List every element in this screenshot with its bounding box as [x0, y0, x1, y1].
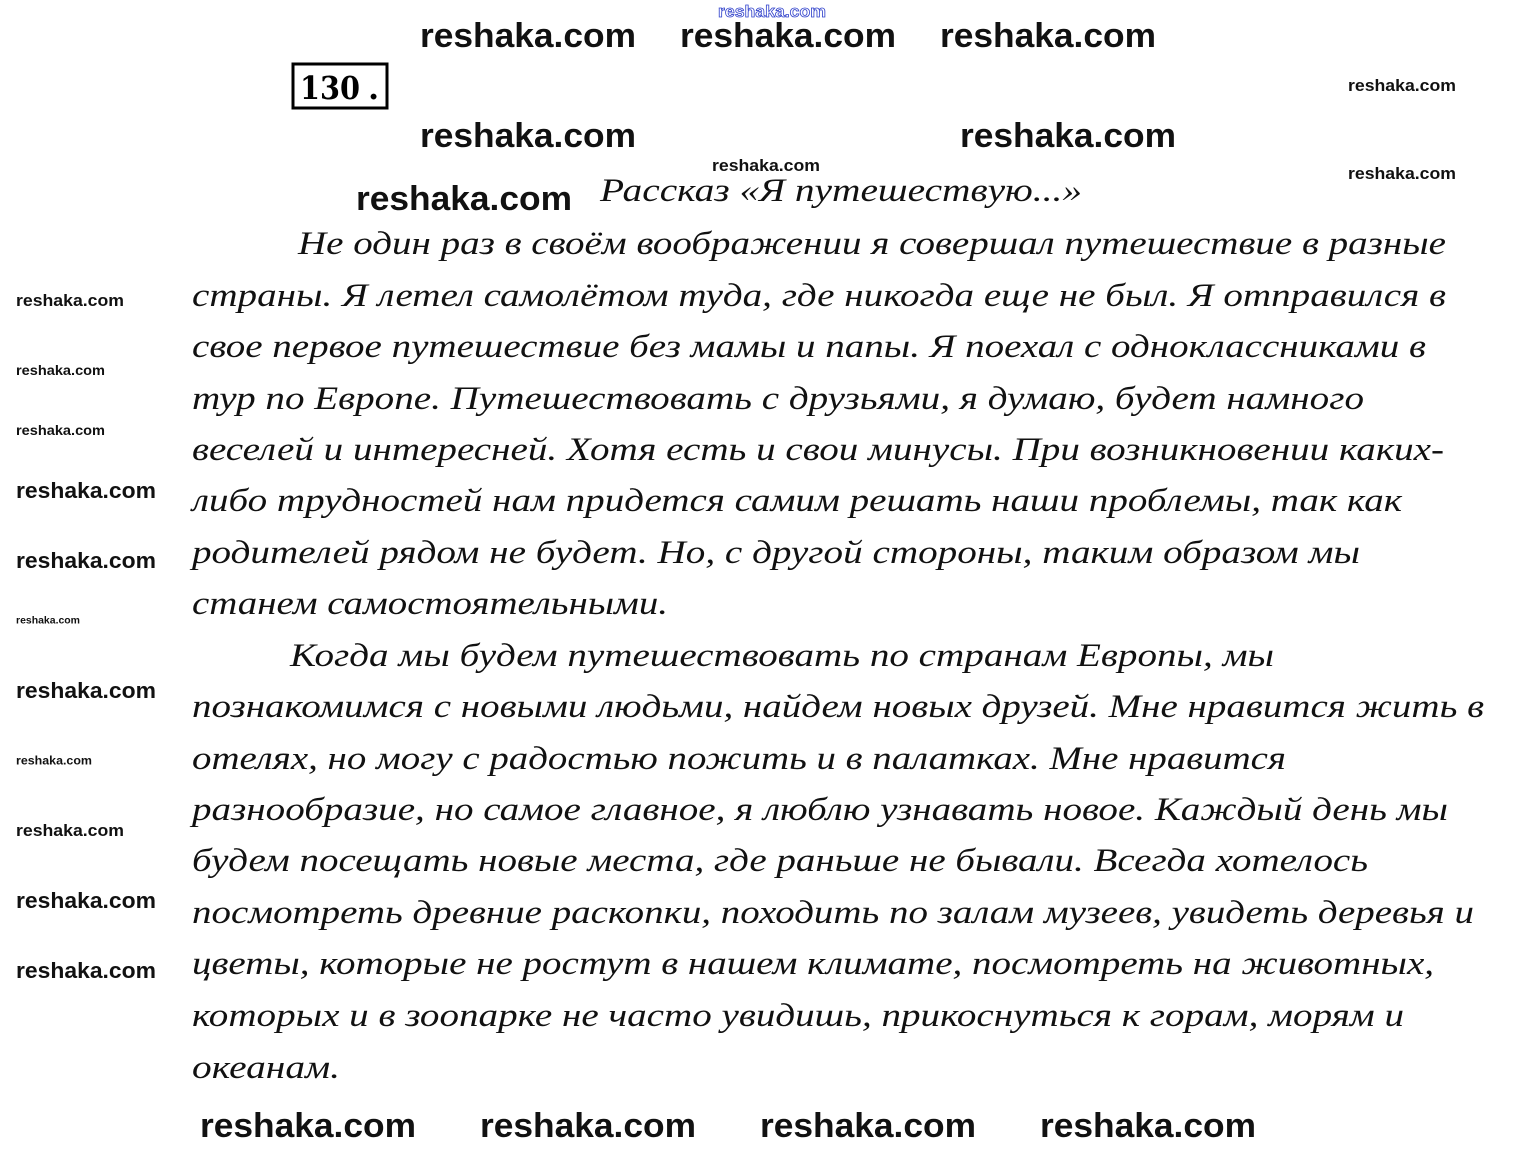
story-line: отелях, но могу с радостью пожить и в палатках. Мне нравится: [192, 741, 1286, 777]
story-title: Рассказ «Я путешествую...»: [598, 173, 1082, 209]
watermark-text: reshaka.com: [16, 677, 156, 703]
watermark-text: reshaka.com: [1040, 1107, 1256, 1146]
story-line: веселей и интересней. Хотя есть и свои минусы. При возникновении каких-: [192, 432, 1444, 468]
story-line: познакомимся с новыми людьми, найдем новых друзей. Мне нравится жить в: [192, 689, 1484, 725]
story-line: тур по Европе. Путешествовать с друзьями, я думаю, будет намного: [192, 381, 1364, 417]
watermark-text: reshaka.com: [16, 821, 124, 841]
story-line: океанам.: [192, 1050, 340, 1086]
exercise-number-value: 130: [300, 69, 360, 107]
story-line: посмотреть древние раскопки, походить по залам музеев, увидеть деревья и: [192, 895, 1474, 931]
watermark-text: reshaka.com: [16, 615, 81, 627]
watermark-text: reshaka.com: [718, 2, 826, 22]
watermark-text: reshaka.com: [1348, 76, 1456, 96]
story-line: Не один раз в своём воображении я совершал путешествие в разные: [296, 226, 1446, 262]
watermark-text: reshaka.com: [420, 17, 636, 56]
story-line: будем посещать новые места, где раньше не бывали. Всегда хотелось: [192, 843, 1368, 879]
watermark-text: reshaka.com: [16, 887, 156, 913]
story-line: которых и в зоопарке не часто увидишь, прикоснуться к горам, морям и: [192, 998, 1404, 1034]
watermark-text: reshaka.com: [16, 477, 156, 503]
story-line: Когда мы будем путешествовать по странам Европы, мы: [288, 638, 1274, 674]
watermark-text: reshaka.com: [16, 957, 156, 983]
watermark-text: reshaka.com: [16, 547, 156, 573]
watermark-text: reshaka.com: [1348, 164, 1456, 184]
exercise-number-dot: .: [368, 69, 380, 107]
story-line: страны. Я летел самолётом туда, где никогда еще не был. Я отправился в: [192, 278, 1446, 314]
watermark-text: reshaka.com: [200, 1107, 416, 1146]
watermark-text: reshaka.com: [480, 1107, 696, 1146]
watermark-text: reshaka.com: [16, 291, 124, 311]
story-line: цветы, которые не ростут в нашем климате, посмотреть на животных,: [192, 946, 1434, 982]
watermark-text: reshaka.com: [16, 362, 105, 379]
watermark-text: reshaka.com: [940, 17, 1156, 56]
watermark-text: reshaka.com: [712, 156, 820, 176]
exercise-number: [293, 64, 387, 108]
watermark-text: reshaka.com: [420, 117, 636, 156]
story-line: родителей рядом не будет. Но, с другой стороны, таким образом мы: [189, 535, 1361, 571]
story-line: станем самостоятельными.: [192, 586, 668, 622]
watermark-text: reshaka.com: [760, 1107, 976, 1146]
watermark-text: reshaka.com: [960, 117, 1176, 156]
watermark-text: reshaka.com: [356, 180, 572, 219]
watermark-text: reshaka.com: [16, 422, 105, 439]
story-body: [190, 226, 1484, 1086]
watermark-text: reshaka.com: [16, 753, 92, 768]
story-line: либо трудностей нам придется самим решать наши проблемы, так как: [189, 483, 1403, 519]
story-line: свое первое путешествие без мамы и папы. Я поехал с одноклассниками в: [192, 329, 1426, 365]
watermark-text: reshaka.com: [680, 17, 896, 56]
story-line: разнообразие, но самое главное, я люблю узнавать новое. Каждый день мы: [189, 792, 1449, 828]
